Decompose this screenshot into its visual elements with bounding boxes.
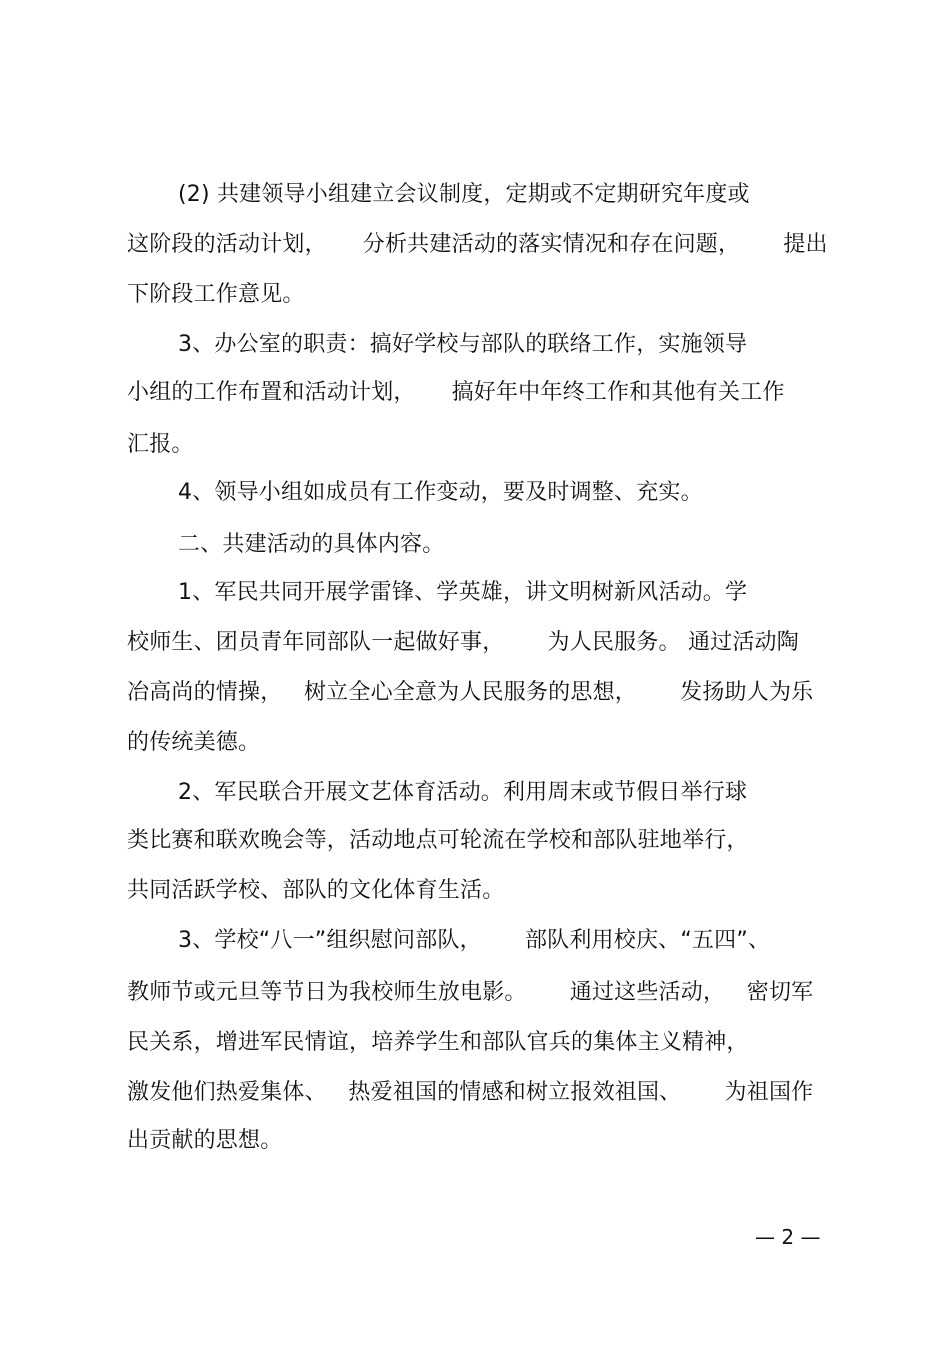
paragraph-line: 民关系，增进军民情谊，培养学生和部队官兵的集体主义精神， <box>127 1030 749 1055</box>
paragraph-line: 3、办公室的职责：搞好学校与部队的联络工作，实施领导 <box>178 332 748 357</box>
paragraph-line: 1、军民共同开展学雷锋、学英雄，讲文明树新风活动。学 <box>178 580 748 605</box>
paragraph-line: 共同活跃学校、部队的文化体育生活。 <box>127 878 505 903</box>
paragraph-line: 教师节或元旦等节日为我校师生放电影。 通过这些活动， 密切军 <box>127 980 814 1005</box>
paragraph-line: 出贡献的思想。 <box>127 1128 283 1153</box>
paragraph-line: 4、领导小组如成员有工作变动，要及时调整、充实。 <box>178 480 703 505</box>
paragraph-line: 类比赛和联欢晚会等，活动地点可轮流在学校和部队驻地举行， <box>127 828 749 853</box>
paragraph-line: 小组的工作布置和活动计划， 搞好年中年终工作和其他有关工作 <box>127 380 785 405</box>
paragraph-line: 这阶段的活动计划， 分析共建活动的落实情况和存在问题， 提出 <box>127 232 828 257</box>
paragraph-line: 汇报。 <box>127 432 194 457</box>
paragraph-line: 冶高尚的情操， 树立全心全意为人民服务的思想， 发扬助人为乐 <box>127 680 814 705</box>
paragraph-line: 3、学校“八一”组织慰问部队， 部队利用校庆、“五四”、 <box>178 928 771 953</box>
page-number: — 2 — <box>755 1225 821 1249</box>
paragraph-line: (2) 共建领导小组建立会议制度，定期或不定期研究年度或 <box>178 182 750 207</box>
paragraph-line: 的传统美德。 <box>127 730 261 755</box>
paragraph-line: 下阶段工作意见。 <box>127 282 305 307</box>
section-heading: 二、共建活动的具体内容。 <box>178 532 445 557</box>
paragraph-line: 校师生、团员青年同部队一起做好事， 为人民服务。 通过活动陶 <box>127 630 799 655</box>
paragraph-line: 激发他们热爱集体、 热爱祖国的情感和树立报效祖国、 为祖国作 <box>127 1080 814 1105</box>
paragraph-line: 2、军民联合开展文艺体育活动。利用周末或节假日举行球 <box>178 780 748 805</box>
